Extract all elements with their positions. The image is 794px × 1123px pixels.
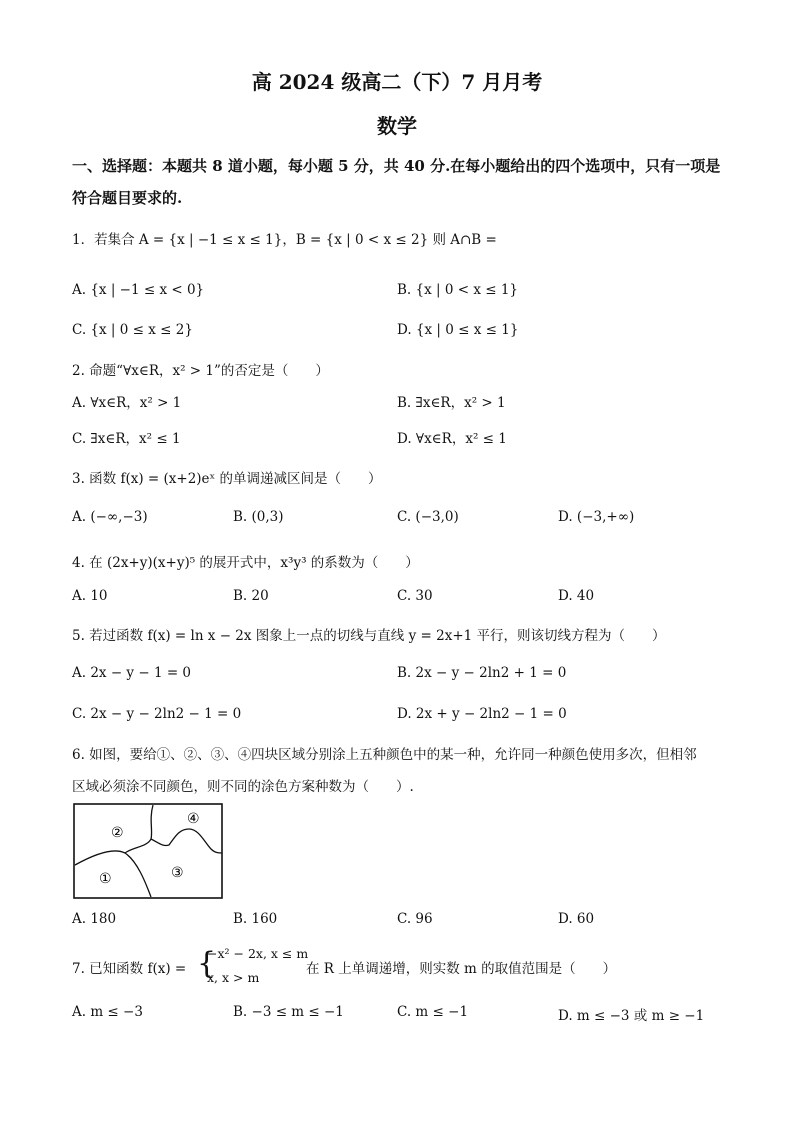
q7-option-a: A. m ≤ −3 (72, 1004, 143, 1020)
q1-option-d: D. {x | 0 ≤ x ≤ 1} (397, 322, 519, 338)
boundary-region-1 (75, 851, 151, 897)
q2-option-c: C. ∃x∈R，x² ≤ 1 (72, 431, 181, 447)
question-3-stem: 3. 函数 f(x) = (x+2)eˣ 的单调递减区间是（ ） (72, 471, 382, 487)
boundary-region-2 (125, 805, 153, 853)
section-heading: 一、选择题：本题共 8 道小题，每小题 5 分，共 40 分.在每小题给出的四个选项中，只有一项是符合题目要求的. (72, 157, 721, 207)
q2-option-b: B. ∃x∈R，x² > 1 (397, 395, 506, 411)
q1-option-c: C. {x | 0 ≤ x ≤ 2} (72, 322, 193, 338)
q2-option-a: A. ∀x∈R，x² > 1 (72, 395, 182, 411)
question-1-stem: 1．若集合 A = {x | −1 ≤ x ≤ 1}，B = {x | 0 < x ≤ 2} 则 A∩B = (72, 232, 497, 248)
q7-option-d: D. m ≤ −3 或 m ≥ −1 (558, 1008, 705, 1024)
q7-option-b: B. −3 ≤ m ≤ −1 (233, 1004, 344, 1020)
coloring-regions-figure (73, 803, 223, 899)
q6-option-a: A. 180 (72, 911, 117, 927)
q6-option-b: B. 160 (233, 911, 278, 927)
q4-option-d: D. 40 (558, 588, 595, 604)
q2-option-d: D. ∀x∈R，x² ≤ 1 (397, 431, 507, 447)
q6-option-d: D. 60 (558, 911, 595, 927)
question-7-stem-pre: 7. 已知函数 f(x) = (72, 961, 187, 977)
question-5-stem: 5. 若过函数 f(x) = ln x − 2x 图象上一点的切线与直线 y = 2x+1 平行，则该切线方程为（ ） (72, 628, 666, 644)
q6-option-c: C. 96 (397, 911, 433, 927)
q3-option-a: A. (−∞,−3) (72, 509, 148, 525)
region-label-2: ② (111, 825, 124, 841)
piecewise-brace: { (197, 946, 217, 981)
question-2-stem: 2. 命题“∀x∈R，x² > 1”的否定是（ ） (72, 363, 329, 379)
figure-border (74, 804, 222, 898)
q1-option-b: B. {x | 0 < x ≤ 1} (397, 282, 519, 298)
subject-title: 数学 (377, 114, 417, 138)
q3-option-c: C. (−3,0) (397, 509, 459, 525)
q4-option-c: C. 30 (397, 588, 433, 604)
q3-option-d: D. (−3,+∞) (558, 509, 635, 525)
question-6-stem-line1: 6. 如图，要给①、②、③、④四块区域分别涂上五种颜色中的某一种，允许同一种颜色使用多次，但相邻 (72, 747, 697, 763)
region-label-4: ④ (187, 811, 200, 827)
q4-option-b: B. 20 (233, 588, 269, 604)
boundary-region-4 (151, 829, 222, 853)
q1-option-a: A. {x | −1 ≤ x < 0} (72, 282, 205, 298)
exam-title: 高 2024 级高二（下）7 月月考 (251, 70, 543, 94)
q7-option-c: C. m ≤ −1 (397, 1004, 469, 1020)
q5-option-d: D. 2x + y − 2ln2 − 1 = 0 (397, 706, 567, 722)
region-label-3: ③ (171, 865, 184, 881)
q5-option-b: B. 2x − y − 2ln2 + 1 = 0 (397, 665, 567, 681)
question-7-stem-post: 在 R 上单调递增，则实数 m 的取值范围是（ ） (306, 961, 617, 977)
question-6-stem-line2: 区域必须涂不同颜色，则不同的涂色方案种数为（ ）. (72, 779, 414, 795)
q3-option-b: B. (0,3) (233, 509, 284, 525)
q5-option-c: C. 2x − y − 2ln2 − 1 = 0 (72, 706, 242, 722)
question-4-stem: 4. 在 (2x+y)(x+y)⁵ 的展开式中，x³y³ 的系数为（ ） (72, 555, 419, 571)
q7-case-1: −x² − 2x, x ≤ m (207, 946, 309, 961)
region-label-1: ① (99, 871, 112, 887)
q5-option-a: A. 2x − y − 1 = 0 (72, 665, 192, 681)
q7-case-2: x, x > m (207, 970, 260, 985)
q4-option-a: A. 10 (72, 588, 108, 604)
